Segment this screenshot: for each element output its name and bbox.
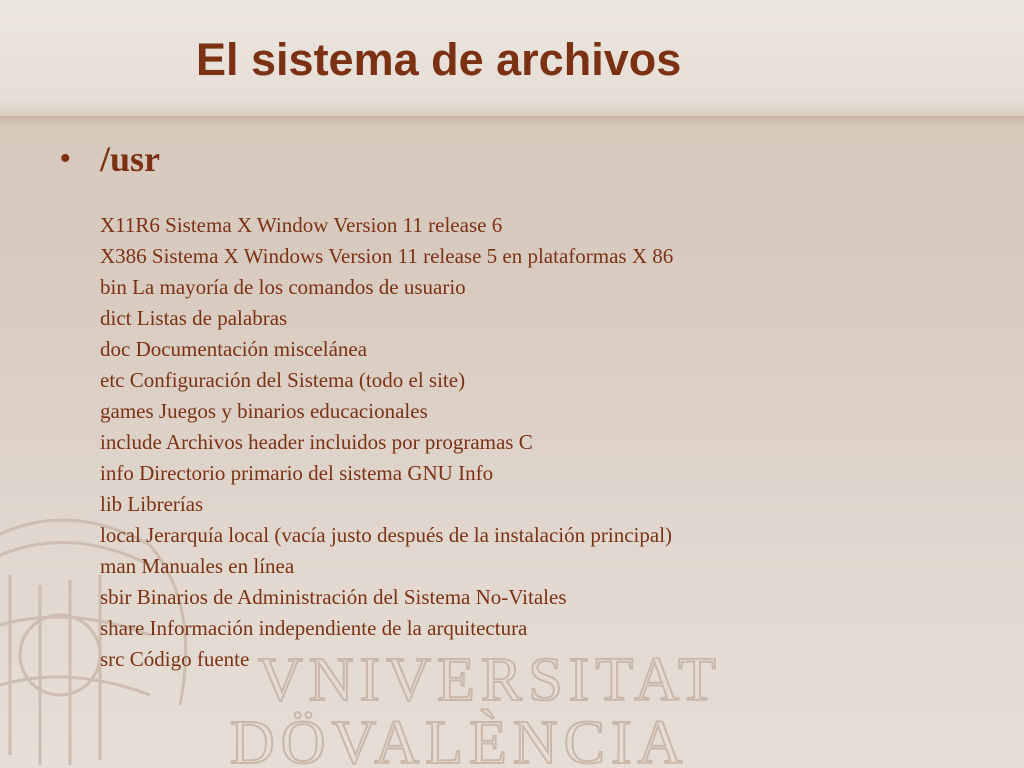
directory-entry: info Directorio primario del sistema GNU Info [100,461,494,485]
bullet-text: /usr [100,139,161,179]
directory-entry: etc Configuración del Sistema (todo el site) [100,368,466,392]
directory-entry: src Código fuente [100,647,250,671]
directory-entry: doc Documentación miscelánea [100,337,368,361]
directory-entry: bin La mayoría de los comandos de usuario [100,275,466,299]
directory-entry: lib Librerías [100,492,204,516]
directory-entry: local Jerarquía local (vacía justo después de la instalación principal) [100,523,673,547]
directory-entry: share Información independiente de la arquitectura [100,616,528,640]
directory-entry: X386 Sistema X Windows Version 11 release 5 en plataformas X 86 [100,244,674,268]
slide-title: El sistema de archivos [196,34,682,85]
watermark-line-1: VNIVERSITAT [258,646,723,714]
title-band-shadow [0,116,1024,128]
directory-entry: dict Listas de palabras [100,306,288,330]
directory-entry: man Manuales en línea [100,554,295,578]
directory-entry: X11R6 Sistema X Window Version 11 release 6 [100,213,503,237]
bullet-dot-icon: • [60,142,71,175]
watermark-line-2: DÖVALÈNCIA [230,709,689,768]
directory-entry: include Archivos header incluidos por programas C [100,430,533,454]
directory-entry: games Juegos y binarios educacionales [100,399,428,423]
bullet-usr [60,136,160,182]
directory-entry: sbir Binarios de Administración del Sistema No-Vitales [100,585,567,609]
directory-list [100,210,673,675]
